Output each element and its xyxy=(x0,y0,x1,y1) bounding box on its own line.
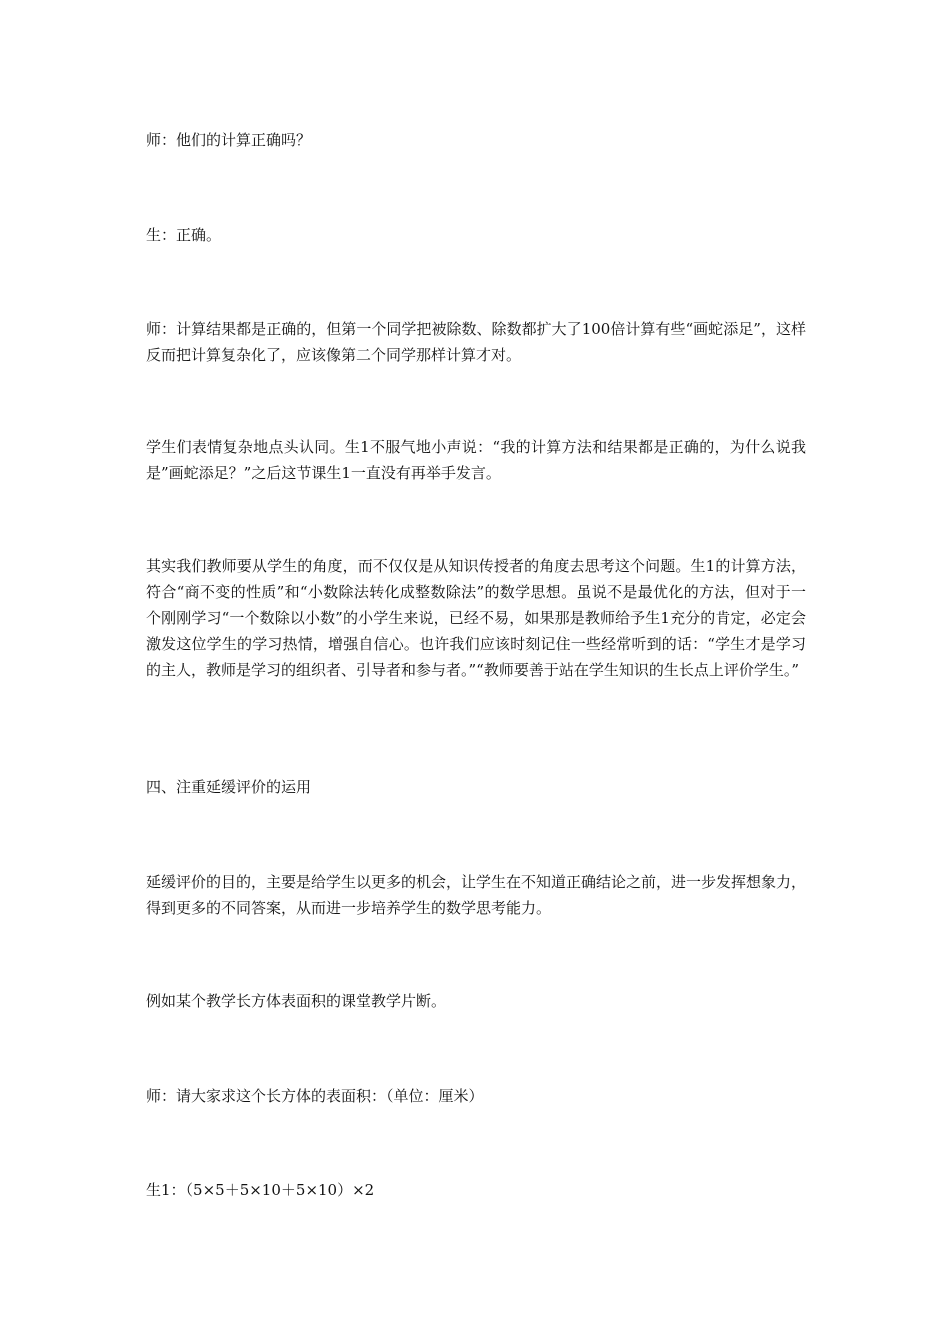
teacher-comment-paragraph: 师：计算结果都是正确的，但第一个同学把被除数、除数都扩大了100倍计算有些“画蛇添足”，这样反而把计算复杂化了，应该像第二个同学那样计算才对。 xyxy=(146,320,806,364)
student-formula-paragraph: 生1：（5×5＋5×10＋5×10）×2 xyxy=(146,1181,375,1199)
teacher-question-paragraph: 师：他们的计算正确吗？ xyxy=(146,131,312,149)
example-intro-paragraph: 例如某个教学长方体表面积的课堂教学片断。 xyxy=(146,992,447,1010)
reflection-paragraph: 其实我们教师要从学生的角度，而不仅仅是从知识传授者的角度去思考这个问题。生1的计算方法，符合“商不变的性质”和“小数除法转化成整数除法”的数学思想。虽说不是最优化的方法，但对于一个刚刚学习“一个数除以小数”的小学生来说，已经不易，如果那是教师给予生1充分的肯定，必定会激发这位学生的学习热情，增强自信心。也许我们应该时刻记住一些经常听到的话：“学生才是学习的主人，教师是学习的组织者、引导者和参与者。”“教师要善于站在学生知识的生长点上评价学生。” xyxy=(146,557,806,679)
student-answer-paragraph: 生：正确。 xyxy=(146,226,222,244)
teacher-prompt-paragraph: 师：请大家求这个长方体的表面积：（单位：厘米） xyxy=(146,1087,484,1105)
student-reaction-paragraph: 学生们表情复杂地点头认同。生1不服气地小声说：“我的计算方法和结果都是正确的，为什么说我是”画蛇添足？”之后这节课生1一直没有再举手发言。 xyxy=(146,438,806,482)
section-heading: 四、注重延缓评价的运用 xyxy=(146,778,312,796)
delayed-evaluation-paragraph: 延缓评价的目的，主要是给学生以更多的机会，让学生在不知道正确结论之前，进一步发挥想象力，得到更多的不同答案，从而进一步培养学生的数学思考能力。 xyxy=(146,873,807,917)
